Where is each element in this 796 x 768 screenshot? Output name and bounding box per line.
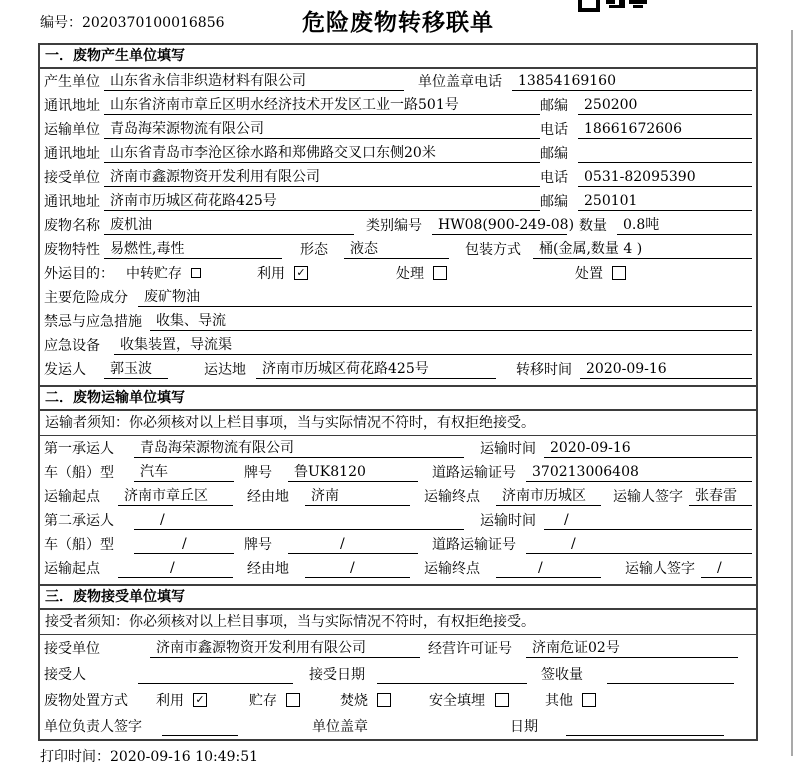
- checkbox-incinerate: [377, 693, 391, 707]
- plate-label: 牌号: [244, 465, 272, 481]
- disposal-option-label: 焚烧: [340, 693, 368, 709]
- zip-value: 250101: [578, 191, 752, 211]
- receiver-notice: 接受者须知：你必须核对以上栏目事项，当与实际情况不符时，有权拒绝接受。: [40, 610, 756, 635]
- zip-value: 250200: [578, 95, 752, 115]
- hazard-value: 废矿物油: [138, 287, 752, 307]
- checkbox-treat: [433, 266, 447, 280]
- transporter-value: 青岛海荣源物流有限公司: [104, 119, 540, 139]
- vehicle-type-value: 汽车: [134, 462, 234, 482]
- transfer-time-label: 转移时间: [516, 362, 572, 378]
- serial-value: 2020370100016856: [82, 15, 225, 31]
- checkbox-dispose: [612, 266, 626, 280]
- amount-label: 签收量: [541, 667, 583, 683]
- disposal-option-label: 安全填埋: [429, 693, 485, 709]
- accept-unit-label: 接受单位: [44, 641, 100, 657]
- shipper-value: 郭玉波: [104, 359, 168, 379]
- route-row: [40, 484, 756, 508]
- transporter-row: [40, 117, 756, 141]
- address-value: 济南市历城区荷花路425号: [104, 191, 540, 211]
- origin-label: 运输起点: [44, 561, 100, 577]
- phone-label: 电话: [474, 74, 502, 90]
- checkbox-utilize: ✓: [294, 266, 308, 280]
- purpose-option-label: 处理: [396, 266, 424, 282]
- head-sign-value: [162, 716, 238, 736]
- destination-value: 济南市历城区荷花路425号: [256, 359, 496, 379]
- head-signature-row: [40, 713, 756, 739]
- accept-unit-value: 济南市鑫源物资开发利用有限公司: [150, 638, 420, 658]
- seal-label: 单位盖章: [418, 74, 474, 90]
- purpose-option-label: 处置: [575, 266, 603, 282]
- taboo-label: 禁忌与应急措施: [44, 314, 142, 330]
- quantity-value: 0.8吨: [617, 215, 752, 235]
- form-label: 形态: [300, 242, 328, 258]
- amount-value: [607, 664, 734, 684]
- via-value: /: [305, 558, 410, 578]
- vehicle-type-label: 车（船）型: [44, 537, 114, 553]
- address-label: 通讯地址: [44, 146, 100, 162]
- accept-date-value: [377, 664, 527, 684]
- terminus-value: /: [496, 558, 601, 578]
- address-label: 通讯地址: [44, 98, 100, 114]
- destination-label: 运达地: [204, 362, 246, 378]
- second-carrier-row: [40, 508, 756, 532]
- equipment-value: 收集装置，导流渠: [114, 335, 752, 355]
- road-license-value: 370213006408: [526, 462, 752, 482]
- page-edge-divider: [791, 30, 793, 756]
- character-value: 易燃性,毒性: [104, 239, 282, 259]
- category-label: 类别编号: [366, 218, 422, 234]
- waste-name-value: 废机油: [104, 215, 354, 235]
- transport-time-label: 运输时间: [480, 513, 536, 529]
- print-time-label: 打印时间：: [40, 749, 110, 765]
- road-license-label: 道路运输证号: [432, 537, 516, 553]
- equipment-label: 应急设备: [44, 338, 100, 354]
- carrier-label: 第一承运人: [44, 441, 114, 457]
- checkbox-landfill: [495, 693, 509, 707]
- manifest-form: [38, 43, 758, 741]
- packing-value: 桶(金属,数量 4 ): [533, 239, 752, 259]
- via-label: 经由地: [247, 561, 289, 577]
- quantity-label: 数量: [579, 218, 607, 234]
- page-title: 危险废物转移联单: [302, 10, 494, 36]
- hazard-row: [40, 285, 756, 309]
- address-value: 山东省青岛市李沧区徐水路和郑佛路交叉口东侧20米: [104, 143, 540, 163]
- packing-label: 包装方式: [465, 242, 521, 258]
- road-license-value: /: [526, 534, 752, 554]
- terminus-label: 运输终点: [424, 489, 480, 505]
- date-value: [566, 716, 724, 736]
- zip-label: 邮编: [540, 194, 568, 210]
- vehicle-row-2: [40, 532, 756, 556]
- transport-time-value: 2020-09-16: [544, 438, 752, 458]
- hazard-label: 主要危险成分: [44, 290, 128, 306]
- section-transporter-header: 二．废物运输单位填写: [40, 387, 756, 411]
- shipper-label: 发运人: [44, 362, 86, 378]
- phone-value: 13854169160: [512, 71, 752, 91]
- acceptor-row: [40, 661, 756, 687]
- category-value: HW08(900-249-08): [432, 215, 567, 235]
- origin-value: /: [118, 558, 233, 578]
- transporter-notice: 运输者须知：你必须核对以上栏目事项，当与实际情况不符时，有权拒绝接受。: [40, 411, 756, 436]
- shipper-row: [40, 357, 756, 381]
- permit-label: 经营许可证号: [428, 641, 512, 657]
- transporter-label: 运输单位: [44, 122, 100, 138]
- carrier-value: /: [134, 510, 464, 530]
- purpose-option-label: 利用: [257, 266, 285, 282]
- origin-label: 运输起点: [44, 489, 100, 505]
- equipment-row: [40, 333, 756, 357]
- checkbox-transfer-storage: [191, 268, 201, 278]
- disposal-option-label: 其他: [545, 693, 573, 709]
- section-transporter: [40, 385, 756, 580]
- producer-address-row: [40, 93, 756, 117]
- carrier-sign-label: 运输人签字: [625, 561, 695, 577]
- acceptor-value: [138, 664, 293, 684]
- plate-value: 鲁UK8120: [288, 462, 418, 482]
- acceptor-label: 接受人: [44, 667, 86, 683]
- carrier-label: 第二承运人: [44, 513, 114, 529]
- receiver-address-row: [40, 189, 756, 213]
- disposal-option-label: 贮存: [249, 693, 277, 709]
- print-time-line: [40, 746, 258, 766]
- receiver-value: 济南市鑫源物资开发利用有限公司: [104, 167, 540, 187]
- vehicle-type-value: /: [134, 534, 234, 554]
- receiver-row: [40, 165, 756, 189]
- disposal-option-label: 利用: [156, 693, 184, 709]
- disposal-row: [40, 687, 756, 713]
- producer-value: 山东省永信非织造材料有限公司: [104, 71, 404, 91]
- producer-label: 产生单位: [44, 74, 100, 90]
- accept-date-label: 接受日期: [309, 667, 365, 683]
- purpose-option-label: 中转贮存: [126, 266, 182, 282]
- section-receiver: [40, 584, 756, 739]
- address-label: 通讯地址: [44, 194, 100, 210]
- date-label: 日期: [510, 719, 538, 735]
- taboo-value: 收集、导流: [150, 311, 752, 331]
- zip-value: [578, 143, 752, 163]
- form-value: 液态: [344, 239, 449, 259]
- phone-value: 0531-82095390: [578, 167, 752, 187]
- phone-label: 电话: [540, 170, 568, 186]
- carrier-value: 青岛海荣源物流有限公司: [134, 438, 464, 458]
- origin-value: 济南市章丘区: [118, 486, 233, 506]
- address-value: 山东省济南市章丘区明水经济技术开发区工业一路501号: [104, 95, 540, 115]
- waste-name-label: 废物名称: [44, 218, 100, 234]
- section-producer-header: 一．废物产生单位填写: [40, 45, 756, 69]
- zip-label: 邮编: [540, 98, 568, 114]
- vehicle-row: [40, 460, 756, 484]
- checkbox-utilize: ✓: [193, 693, 207, 707]
- carrier-sign-value: 张春雷: [689, 486, 752, 506]
- accept-unit-row: [40, 635, 756, 661]
- phone-label: 电话: [540, 122, 568, 138]
- phone-value: 18661672606: [578, 119, 752, 139]
- route-row-2: [40, 556, 756, 580]
- carrier-sign-label: 运输人签字: [613, 489, 683, 505]
- section-producer: [40, 45, 756, 381]
- first-carrier-row: [40, 436, 756, 460]
- plate-label: 牌号: [244, 537, 272, 553]
- character-label: 废物特性: [44, 242, 100, 258]
- waste-name-row: [40, 213, 756, 237]
- road-license-label: 道路运输证号: [432, 465, 516, 481]
- disposal-label: 废物处置方式: [44, 693, 128, 709]
- transport-time-label: 运输时间: [480, 441, 536, 457]
- zip-label: 邮编: [540, 146, 568, 162]
- terminus-label: 运输终点: [424, 561, 480, 577]
- transport-time-value: /: [544, 510, 752, 530]
- receiver-label: 接受单位: [44, 170, 100, 186]
- purpose-label: 外运目的：: [44, 266, 114, 282]
- taboo-row: [40, 309, 756, 333]
- producer-row: [40, 69, 756, 93]
- seal-label: 单位盖章: [312, 719, 368, 735]
- via-value: 济南: [305, 486, 410, 506]
- purpose-row: [40, 261, 756, 285]
- transporter-address-row: [40, 141, 756, 165]
- vehicle-type-label: 车（船）型: [44, 465, 114, 481]
- waste-character-row: [40, 237, 756, 261]
- permit-value: 济南危证02号: [526, 638, 738, 658]
- carrier-sign-value: /: [701, 558, 752, 578]
- via-label: 经由地: [247, 489, 289, 505]
- serial-label: 编号：: [40, 15, 82, 31]
- plate-value: /: [288, 534, 418, 554]
- print-time-value: 2020-09-16 10:49:51: [110, 749, 259, 765]
- checkbox-other: [582, 693, 596, 707]
- checkbox-storage: [286, 693, 300, 707]
- section-receiver-header: 三．废物接受单位填写: [40, 586, 756, 610]
- head-sign-label: 单位负责人签字: [44, 719, 142, 735]
- terminus-value: 济南市历城区: [496, 486, 601, 506]
- transfer-time-value: 2020-09-16: [580, 359, 752, 379]
